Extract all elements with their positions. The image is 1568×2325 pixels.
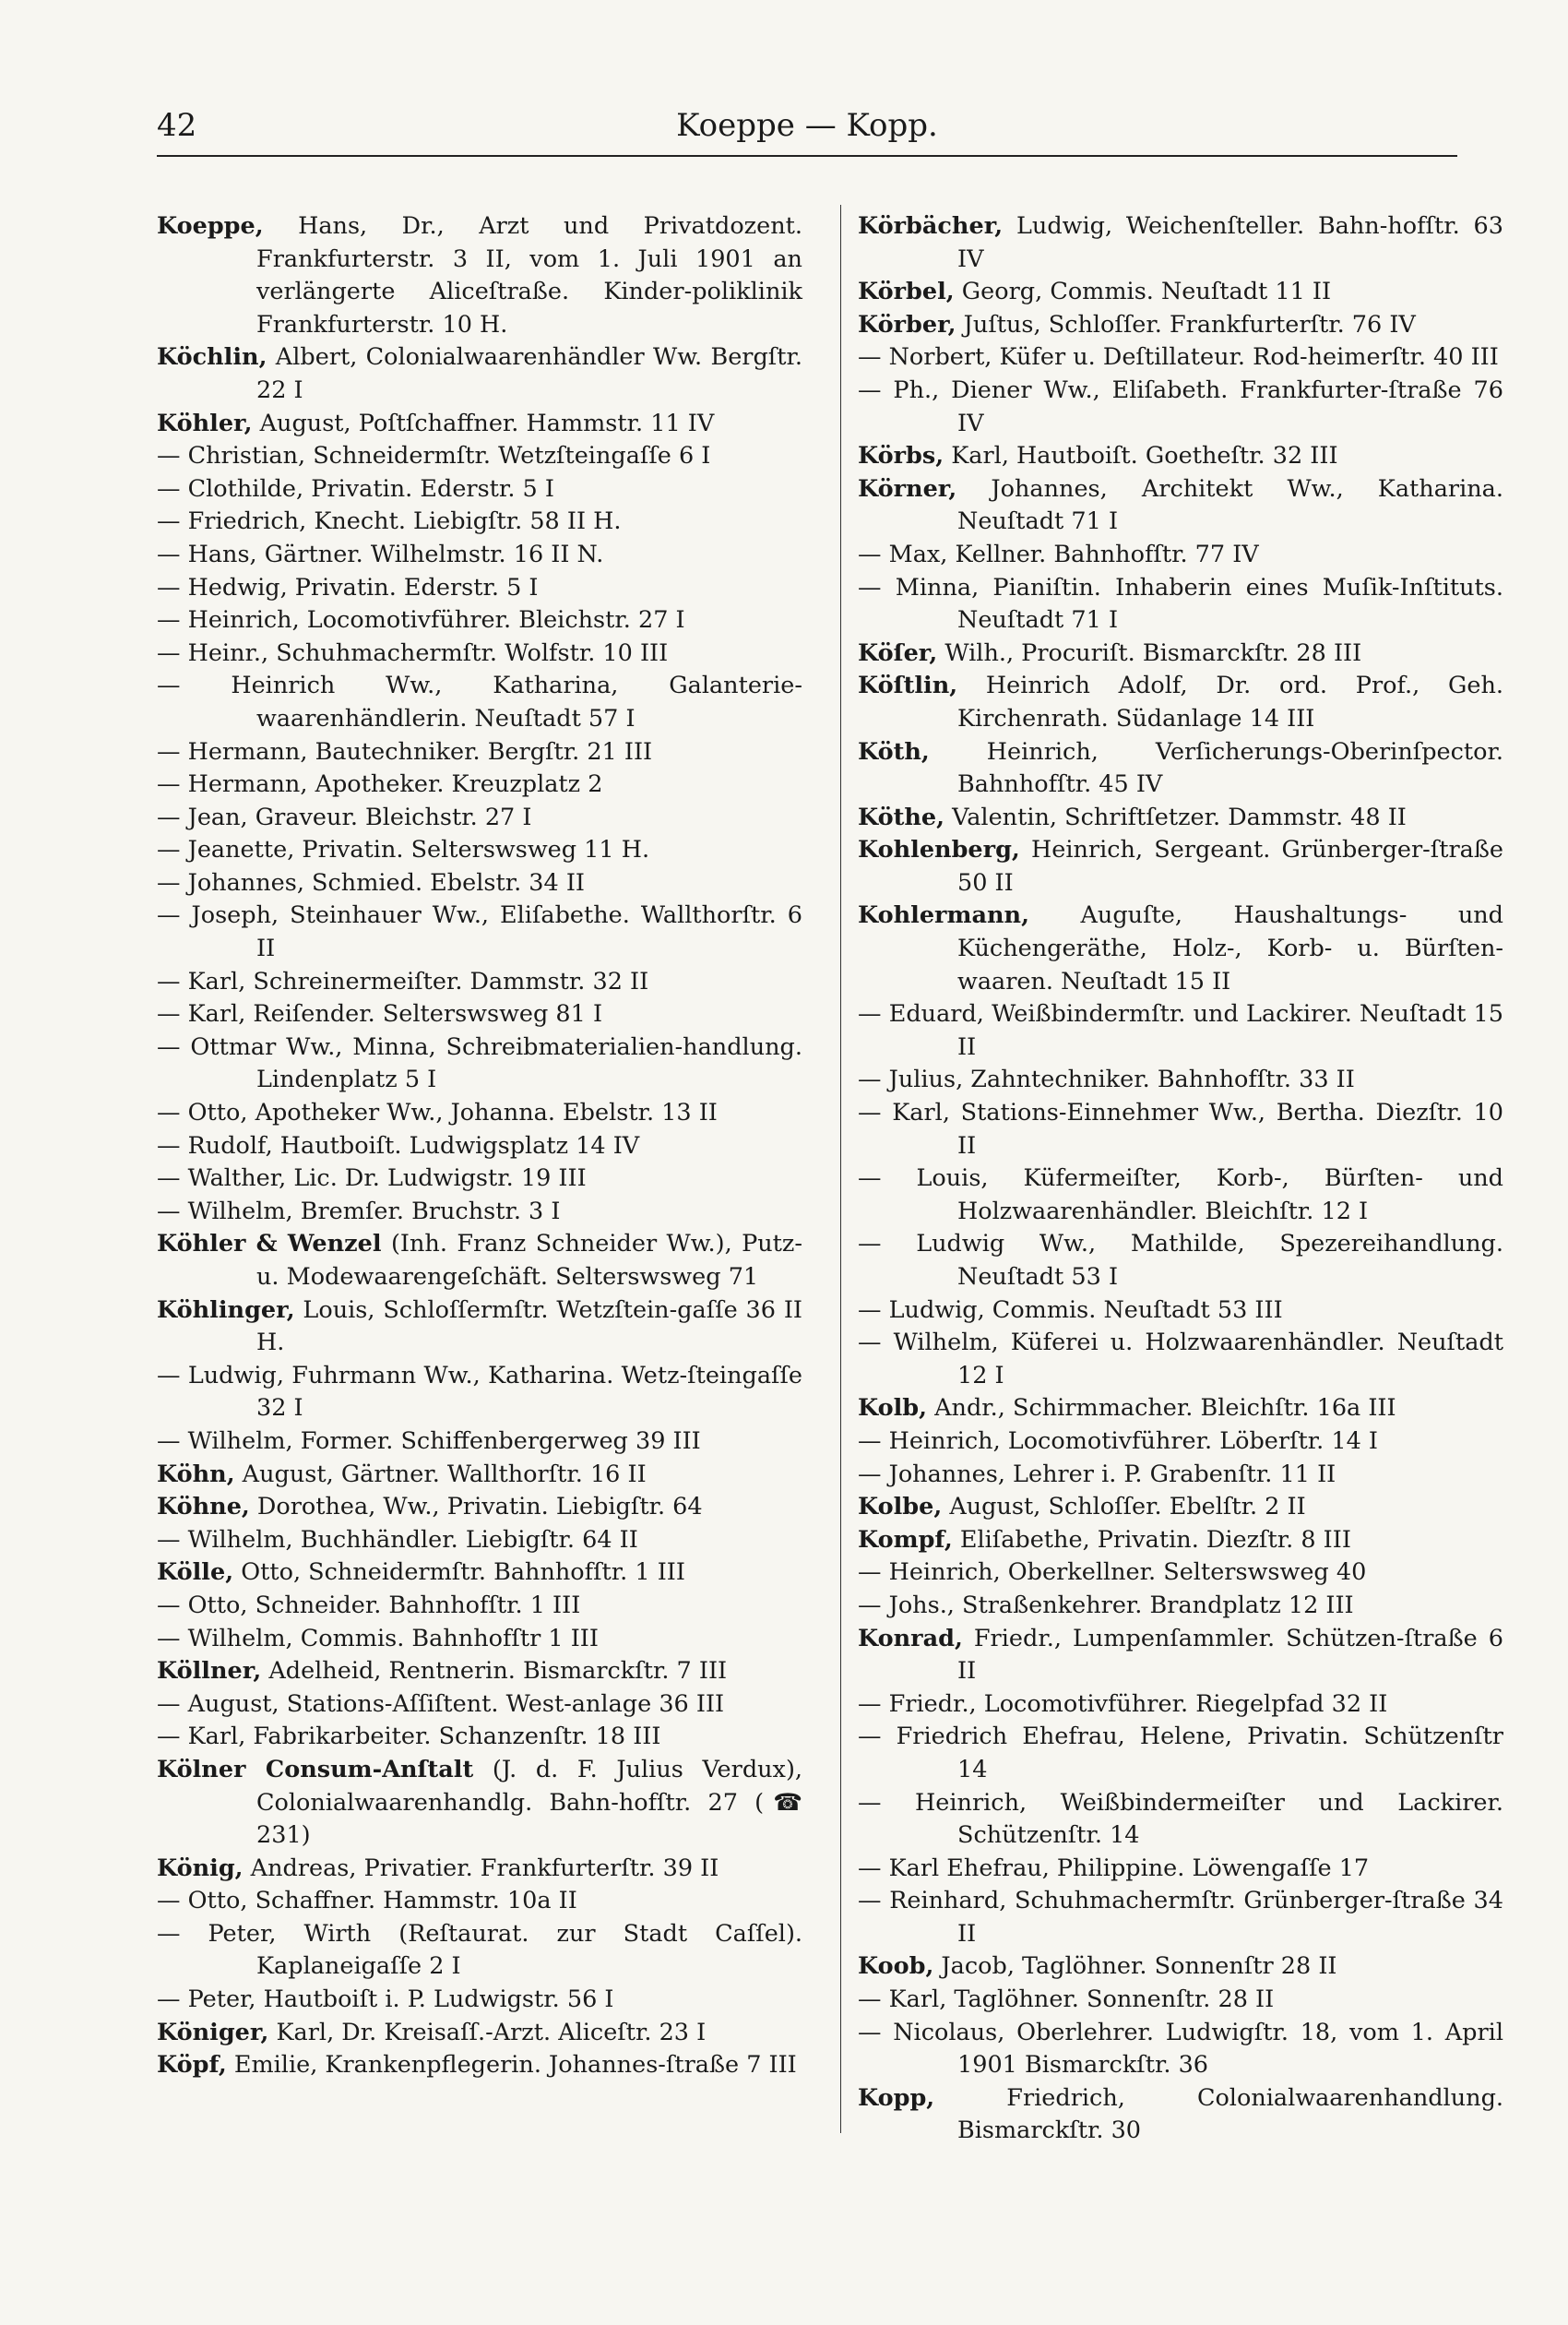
entry-details: Jacob, Taglöhner. Sonnenſtr 28 II bbox=[933, 1952, 1337, 1981]
entry-details: — Karl, Stations-Einnehmer Ww., Bertha. Diezſtr. 10 II bbox=[858, 1099, 1503, 1160]
entry-details: — Ottmar Ww., Minna, Schreibmaterialien-handlung. Lindenplatz 5 I bbox=[157, 1032, 802, 1094]
directory-entry bbox=[858, 900, 1503, 998]
directory-entry bbox=[858, 2082, 1503, 2148]
entry-details: — Karl, Schreinermeiſter. Dammstr. 32 II bbox=[157, 967, 649, 996]
entry-details: Dorothea, Ww., Privatin. Liebigſtr. 64 bbox=[249, 1493, 703, 1521]
directory-entry bbox=[858, 1392, 1503, 1425]
directory-entry bbox=[157, 1556, 802, 1590]
directory-entry bbox=[157, 834, 802, 867]
entry-name: Körbel, bbox=[858, 278, 955, 306]
directory-entry bbox=[858, 1327, 1503, 1392]
entry-name: Kolb, bbox=[858, 1394, 928, 1423]
directory-entry bbox=[858, 1524, 1503, 1557]
entry-name: Kolbe, bbox=[858, 1493, 943, 1521]
directory-entry bbox=[157, 1918, 802, 1984]
entry-details: Louis, Schloſſermſtr. Wetzſtein-gaſſe 36 II H. bbox=[256, 1295, 802, 1357]
directory-entry bbox=[858, 1064, 1503, 1097]
directory-entry bbox=[157, 1196, 802, 1229]
directory-entry bbox=[858, 1097, 1503, 1162]
entry-details: — Minna, Pianiſtin. Inhaberin eines Muſik-Inſtituts. Neuſtadt 71 I bbox=[858, 573, 1503, 635]
entry-details: Johannes, Architekt Ww., Katharina. Neuſtadt 71 I bbox=[956, 474, 1503, 536]
entry-details: — Johs., Straßenkehrer. Brandplatz 12 III bbox=[858, 1591, 1354, 1619]
entry-name: Kompf, bbox=[858, 1525, 953, 1554]
entry-details: — Ph., Diener Ww., Eliſabeth. Frankfurter-ſtraße 76 IV bbox=[858, 376, 1503, 437]
directory-entry bbox=[157, 1425, 802, 1459]
directory-entry bbox=[157, 473, 802, 507]
directory-entry bbox=[157, 1721, 802, 1754]
entry-details: — Karl, Taglöhner. Sonnenſtr. 28 II bbox=[858, 1985, 1275, 2014]
entry-details: — Hermann, Bautechniker. Bergſtr. 21 III bbox=[157, 737, 653, 766]
directory-entry bbox=[157, 572, 802, 605]
entry-details: — Heinrich, Locomotivführer. Bleichstr. 27 I bbox=[157, 606, 685, 635]
entry-details: Albert, Colonialwaarenhändler Ww. Bergſtr. 22 I bbox=[256, 343, 802, 404]
entry-details: — Wilhelm, Bremſer. Bruchstr. 3 I bbox=[157, 1197, 561, 1225]
entry-name: König, bbox=[157, 1854, 244, 1882]
header-rule bbox=[157, 155, 1457, 157]
entry-details: — August, Stations-Aſſiſtent. West-anlage 36 III bbox=[157, 1689, 725, 1718]
entry-details: — Peter, Wirth (Reſtaurat. zur Stadt Caſſel). Kaplaneigaſſe 2 I bbox=[157, 1919, 802, 1981]
entry-name: Kopp, bbox=[858, 2083, 935, 2112]
directory-entry bbox=[157, 1294, 802, 1360]
directory-entry bbox=[858, 539, 1503, 572]
column-divider bbox=[840, 205, 841, 2133]
entry-details: — Otto, Schneider. Bahnhofſtr. 1 III bbox=[157, 1591, 581, 1619]
directory-entry bbox=[858, 736, 1503, 802]
entry-details: Friedr., Lumpenſammler. Schützen-ſtraße 6 II bbox=[957, 1624, 1503, 1686]
entry-details: — Wilhelm, Commis. Bahnhofſtr 1 III bbox=[157, 1624, 599, 1652]
entry-details: — Johannes, Schmied. Ebelstr. 34 II bbox=[157, 868, 585, 897]
directory-entry bbox=[858, 375, 1503, 440]
directory-entry bbox=[157, 2017, 802, 2050]
entry-details: Ludwig, Weichenſteller. Bahn-hofſtr. 63 IV bbox=[957, 212, 1503, 273]
entry-details: Friedrich, Colonialwaarenhandlung. Bismarckſtr. 30 bbox=[934, 2083, 1503, 2145]
directory-entry bbox=[858, 670, 1503, 735]
entry-name: Kohlenberg, bbox=[858, 836, 1020, 864]
directory-entry bbox=[157, 1130, 802, 1163]
entry-name: Köhler, bbox=[157, 409, 253, 437]
directory-entry bbox=[157, 2049, 802, 2082]
directory-entry bbox=[157, 210, 802, 341]
directory-entry bbox=[157, 1459, 802, 1492]
directory-entry bbox=[157, 1524, 802, 1557]
directory-entry bbox=[157, 1655, 802, 1688]
directory-entry bbox=[157, 1623, 802, 1656]
entry-name: Koeppe, bbox=[157, 212, 264, 240]
entry-details: — Hermann, Apotheker. Kreuzplatz 2 bbox=[157, 770, 603, 799]
entry-details: — Otto, Apotheker Ww., Johanna. Ebelstr. 13 II bbox=[157, 1099, 718, 1127]
directory-entry bbox=[858, 1491, 1503, 1524]
entry-details: — Julius, Zahntechniker. Bahnhofſtr. 33 II bbox=[858, 1066, 1355, 1094]
directory-entry bbox=[157, 966, 802, 999]
entry-details: — Wilhelm, Buchhändler. Liebigſtr. 64 II bbox=[157, 1525, 638, 1554]
directory-entry bbox=[858, 1688, 1503, 1722]
page-header bbox=[157, 103, 1457, 155]
directory-entry bbox=[858, 802, 1503, 835]
directory-entry bbox=[157, 341, 802, 407]
entry-details: — Jeanette, Privatin. Selterswsweg 11 H. bbox=[157, 836, 650, 864]
left-column bbox=[157, 210, 802, 2082]
entry-name: Konrad, bbox=[858, 1624, 963, 1652]
directory-entry bbox=[157, 867, 802, 900]
entry-details: Andr., Schirmmacher. Bleichſtr. 16a III bbox=[927, 1394, 1396, 1423]
directory-entry bbox=[858, 1623, 1503, 1688]
entry-details: — Jean, Graveur. Bleichstr. 27 I bbox=[157, 803, 532, 831]
entry-name: Köth, bbox=[858, 737, 930, 766]
entry-details: Adelheid, Rentnerin. Bismarckſtr. 7 III bbox=[261, 1657, 728, 1686]
entry-details: — Hans, Gärtner. Wilhelmstr. 16 II N. bbox=[157, 540, 604, 568]
directory-entry bbox=[157, 539, 802, 572]
entry-details: — Joseph, Steinhauer Ww., Eliſabethe. Wallthorſtr. 6 II bbox=[157, 901, 802, 963]
entry-name: Köpf, bbox=[157, 2051, 227, 2080]
directory-entry bbox=[157, 1984, 802, 2017]
directory-entry bbox=[858, 1590, 1503, 1623]
page-number: 42 bbox=[157, 107, 197, 144]
entry-name: Köllner, bbox=[157, 1657, 262, 1686]
directory-entry bbox=[858, 834, 1503, 900]
entry-details: Auguſte, Haushaltungs- und Küchengeräthe, Holz-, Korb- u. Bürſten-waaren. Neuſtadt 15 II bbox=[957, 901, 1503, 996]
entry-details: Georg, Commis. Neuſtadt 11 II bbox=[954, 278, 1332, 306]
entry-name: Königer, bbox=[157, 2018, 269, 2046]
entry-name: Köchlin, bbox=[157, 343, 267, 372]
entry-details: — Karl Ehefrau, Philippine. Löwengaſſe 17 bbox=[858, 1854, 1370, 1882]
entry-details: — Hedwig, Privatin. Ederstr. 5 I bbox=[157, 573, 539, 602]
entry-details: Andreas, Privatier. Frankfurterſtr. 39 II bbox=[243, 1854, 719, 1882]
entry-details: — Christian, Schneidermſtr. Wetzſteingaſſe 6 I bbox=[157, 442, 711, 471]
entry-name: Koob, bbox=[858, 1952, 934, 1981]
directory-entry bbox=[157, 769, 802, 802]
directory-entry bbox=[858, 1885, 1503, 1950]
entry-details: — Heinrich, Locomotivführer. Löberſtr. 14 I bbox=[858, 1426, 1379, 1455]
entry-name: Körbächer, bbox=[858, 212, 1004, 240]
entry-details: — Walther, Lic. Dr. Ludwigstr. 19 III bbox=[157, 1164, 587, 1193]
entry-details: Heinrich Adolf, Dr. ord. Prof., Geh. Kirchenrath. Südanlage 14 III bbox=[957, 672, 1503, 733]
entry-details: — Eduard, Weißbindermſtr. und Lackirer. Neuſtadt 15 II bbox=[858, 1000, 1503, 1061]
entry-details: — Friedr., Locomotivführer. Riegelpfad 32 II bbox=[858, 1689, 1388, 1718]
entry-details: — Otto, Schaffner. Hammstr. 10a II bbox=[157, 1887, 577, 1915]
entry-details: Eliſabethe, Privatin. Diezſtr. 8 III bbox=[952, 1525, 1351, 1554]
entry-name: Körber, bbox=[858, 310, 956, 339]
running-title: Koeppe — Kopp. bbox=[676, 107, 938, 144]
directory-entry bbox=[157, 638, 802, 671]
entry-name: Kohlermann, bbox=[858, 901, 1029, 930]
directory-entry bbox=[858, 1787, 1503, 1853]
right-column bbox=[858, 210, 1503, 2148]
entry-details: — Wilhelm, Küferei u. Holzwaarenhändler. Neuſtadt 12 I bbox=[858, 1329, 1503, 1389]
directory-entry bbox=[858, 1425, 1503, 1459]
directory-entry bbox=[858, 1162, 1503, 1228]
entry-details: — Friedrich, Knecht. Liebigſtr. 58 II H. bbox=[157, 507, 622, 536]
entry-details: Karl, Hautboiſt. Goetheſtr. 32 III bbox=[944, 442, 1338, 471]
directory-entry bbox=[858, 1721, 1503, 1786]
entry-details: — Friedrich Ehefrau, Helene, Privatin. Schützenſtr 14 bbox=[858, 1723, 1503, 1783]
entry-details: — Max, Kellner. Bahnhofſtr. 77 IV bbox=[858, 540, 1259, 568]
directory-entry bbox=[858, 1459, 1503, 1492]
entry-name: Köhlinger, bbox=[157, 1295, 295, 1324]
entry-details: — Heinrich, Oberkellner. Selterswsweg 40 bbox=[858, 1558, 1367, 1587]
entry-details: August, Schloſſer. Ebelſtr. 2 II bbox=[942, 1493, 1306, 1521]
directory-entry bbox=[157, 1590, 802, 1623]
directory-entry bbox=[858, 998, 1503, 1064]
entry-details: Heinrich, Verſicherungs-Oberinſpector. Bahnhofſtr. 45 IV bbox=[929, 737, 1503, 799]
directory-entry bbox=[157, 670, 802, 735]
directory-entry bbox=[157, 998, 802, 1031]
directory-entry bbox=[858, 638, 1503, 671]
directory-entry bbox=[157, 1885, 802, 1918]
entry-details: — Wilhelm, Former. Schiffenbergerweg 39 III bbox=[157, 1426, 701, 1455]
directory-entry bbox=[157, 736, 802, 769]
entry-name: Kölner Consum-Anſtalt bbox=[157, 1755, 474, 1783]
directory-entry bbox=[157, 900, 802, 965]
entry-details: Wilh., Procuriſt. Bismarckſtr. 28 III bbox=[937, 638, 1362, 667]
directory-entry bbox=[157, 506, 802, 539]
entry-name: Körbs, bbox=[858, 442, 944, 471]
directory-entry bbox=[157, 1360, 802, 1425]
entry-details: — Ludwig Ww., Mathilde, Spezereihandlung. Neuſtadt 53 I bbox=[858, 1230, 1503, 1291]
directory-entry bbox=[157, 1754, 802, 1853]
entry-details: Heinrich, Sergeant. Grünberger-ſtraße 50 II bbox=[957, 836, 1503, 897]
directory-entry bbox=[157, 1491, 802, 1524]
directory-entry bbox=[858, 276, 1503, 309]
directory-entry bbox=[157, 1031, 802, 1097]
entry-details: Hans, Dr., Arzt und Privatdozent. Frankfurterstr. 3 II, vom 1. Juli 1901 an verlängerte Aliceſtraße. Kinder-poliklinik Frankfurterstr. 10 H. bbox=[256, 212, 802, 339]
entry-details: — Reinhard, Schuhmachermſtr. Grünberger-ſtraße 34 II bbox=[858, 1887, 1503, 1948]
entry-details: — Norbert, Küfer u. Deſtillateur. Rod-heimerſtr. 40 III bbox=[858, 343, 1499, 372]
entry-details: — Peter, Hautboiſt i. P. Ludwigstr. 56 I bbox=[157, 1985, 614, 2014]
entry-details: — Karl, Reiſender. Selterswsweg 81 I bbox=[157, 1000, 603, 1029]
entry-name: Köhne, bbox=[157, 1493, 250, 1521]
directory-entry bbox=[858, 1853, 1503, 1886]
entry-name: Köhn, bbox=[157, 1460, 235, 1488]
entry-details: — Rudolf, Hautboiſt. Ludwigsplatz 14 IV bbox=[157, 1131, 640, 1160]
entry-name: Köſtlin, bbox=[858, 672, 958, 700]
entry-details: — Heinr., Schuhmachermſtr. Wolfstr. 10 III bbox=[157, 638, 669, 667]
directory-entry bbox=[157, 1097, 802, 1130]
directory-entry bbox=[157, 1853, 802, 1886]
directory-entry bbox=[157, 1162, 802, 1196]
directory-entry bbox=[858, 2017, 1503, 2082]
entry-name: Köhler & Wenzel bbox=[157, 1230, 382, 1258]
directory-entry bbox=[157, 802, 802, 835]
directory-entry bbox=[858, 309, 1503, 342]
entry-name: Köthe, bbox=[858, 803, 945, 831]
entry-details: Juſtus, Schloſſer. Frankfurterſtr. 76 IV bbox=[956, 310, 1416, 339]
entry-name: Köſer, bbox=[858, 638, 938, 667]
entry-details: Karl, Dr. Kreisaſſ.-Arzt. Aliceſtr. 23 I bbox=[268, 2018, 707, 2046]
entry-details: Valentin, Schriftſetzer. Dammstr. 48 II bbox=[944, 803, 1407, 831]
directory-entry bbox=[858, 1984, 1503, 2017]
entry-details: Emilie, Krankenpflegerin. Johannes-ſtraße 7 III bbox=[226, 2051, 797, 2080]
directory-entry bbox=[858, 341, 1503, 375]
directory-entry bbox=[157, 604, 802, 638]
entry-details: — Nicolaus, Oberlehrer. Ludwigſtr. 18, vom 1. April 1901 Bismarckſtr. 36 bbox=[858, 2018, 1503, 2080]
directory-entry bbox=[858, 1556, 1503, 1590]
entry-details: — Ludwig, Fuhrmann Ww., Katharina. Wetz-ſteingaſſe 32 I bbox=[157, 1361, 802, 1423]
directory-entry bbox=[157, 1228, 802, 1294]
directory-entry bbox=[858, 210, 1503, 276]
directory-entry bbox=[157, 1688, 802, 1722]
directory-entry bbox=[858, 1228, 1503, 1294]
entry-details: August, Poſtſchaffner. Hammstr. 11 IV bbox=[252, 409, 715, 437]
directory-entry bbox=[157, 440, 802, 473]
entry-details: — Karl, Fabrikarbeiter. Schanzenſtr. 18 III bbox=[157, 1723, 661, 1751]
entry-name: Körner, bbox=[858, 474, 957, 503]
entry-details: — Clothilde, Privatin. Ederstr. 5 I bbox=[157, 474, 554, 503]
directory-entry bbox=[858, 572, 1503, 638]
directory-entry bbox=[858, 1294, 1503, 1328]
entry-details: August, Gärtner. Wallthorſtr. 16 II bbox=[234, 1460, 647, 1488]
entry-details: — Heinrich Ww., Katharina, Galanterie-waarenhändlerin. Neuſtadt 57 I bbox=[157, 672, 802, 733]
entry-details: (J. d. F. Julius Verdux), Colonialwaarenhandlg. Bahn-hofſtr. 27 (☎ 231) bbox=[256, 1755, 802, 1850]
directory-entry bbox=[858, 1950, 1503, 1984]
entry-details: — Ludwig, Commis. Neuſtadt 53 III bbox=[858, 1295, 1283, 1324]
directory-entry bbox=[157, 408, 802, 441]
entry-details: — Johannes, Lehrer i. P. Grabenſtr. 11 II bbox=[858, 1460, 1336, 1488]
entry-details: — Heinrich, Weißbindermeiſter und Lackirer. Schützenſtr. 14 bbox=[858, 1788, 1503, 1850]
entry-details: Otto, Schneidermſtr. Bahnhofſtr. 1 III bbox=[233, 1558, 685, 1587]
entry-details: — Louis, Küfermeiſter, Korb-, Bürſten- und Holzwaarenhändler. Bleichſtr. 12 I bbox=[858, 1164, 1503, 1225]
entry-name: Kölle, bbox=[157, 1558, 234, 1587]
directory-entry bbox=[858, 473, 1503, 539]
entry-details: (Inh. Franz Schneider Ww.), Putz- u. Modewaarengeſchäft. Selterswsweg 71 bbox=[256, 1230, 802, 1291]
directory-entry bbox=[858, 440, 1503, 473]
